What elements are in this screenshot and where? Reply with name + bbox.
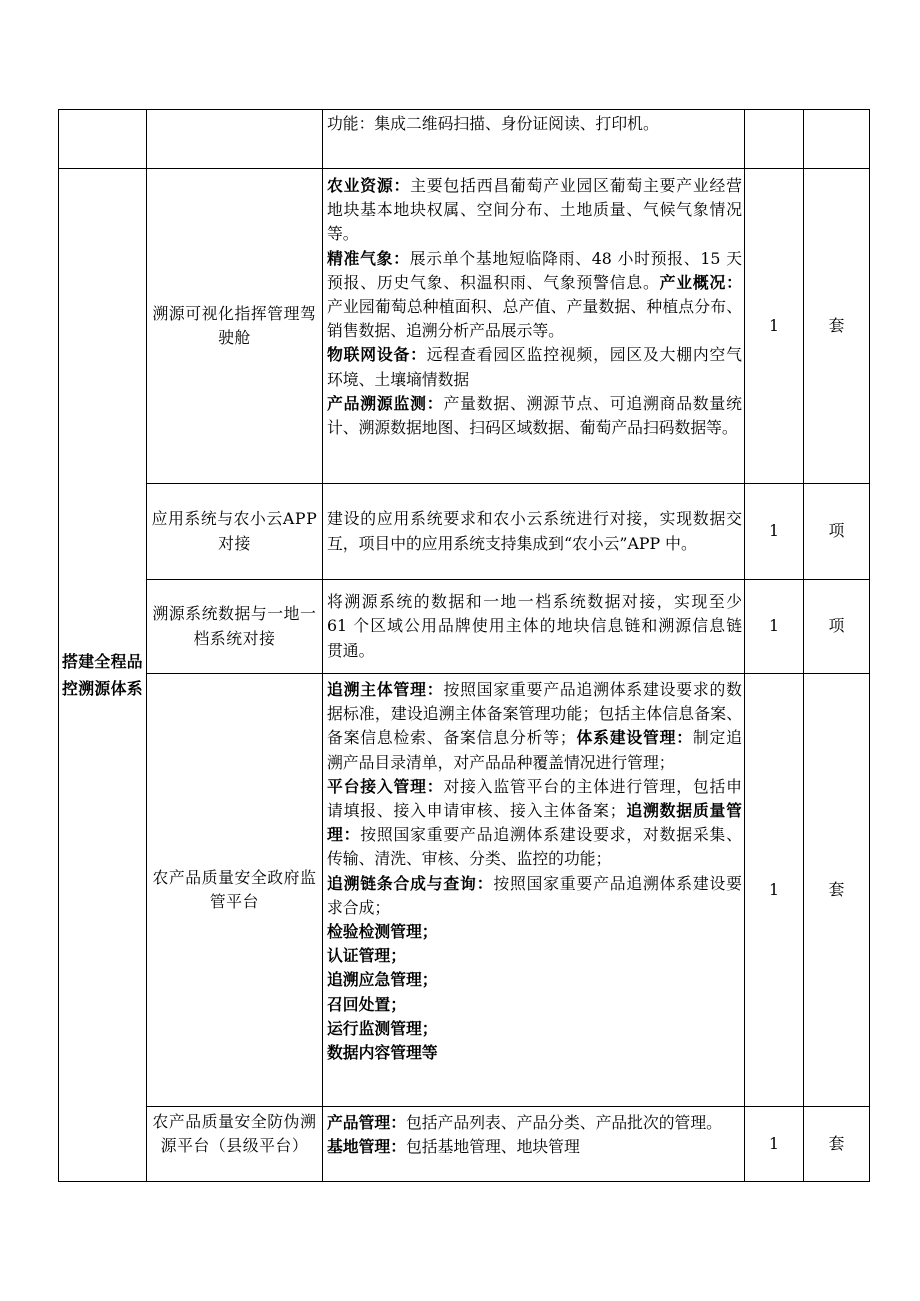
- description-text: 地块基本地块权属、空间分布、土地质量、气候气象情况: [327, 200, 742, 220]
- description-label: 追溯主体管理：: [327, 680, 444, 699]
- table-row: [59, 484, 870, 580]
- description-line: [327, 112, 742, 136]
- description-text: 61 个区域公用品牌使用主体的地块信息链和溯源信息链: [327, 616, 742, 636]
- description-line: [327, 751, 742, 775]
- description-text: 按照国家重要产品追溯体系建设要求，对数据采集、: [360, 825, 742, 845]
- description-line: [327, 319, 742, 343]
- unit-cell: [804, 484, 870, 580]
- item-name: 溯源可视化指挥管理驾驶舱: [152, 303, 317, 347]
- description-line: [327, 392, 742, 416]
- description-line: [327, 639, 742, 663]
- description-text: 计、溯源数据地图、扫码区域数据、葡萄产品扫码数据等。: [327, 418, 738, 438]
- description-text: 将溯源系统的数据和一地一档系统数据对接，实现至少: [327, 592, 742, 612]
- quantity-value: 1: [768, 1133, 780, 1153]
- unit-value: 套: [828, 879, 845, 899]
- description-cell: [323, 1107, 745, 1182]
- unit-cell: [804, 169, 870, 484]
- description-text: 建设的应用系统要求和农小云系统进行对接，实现数据交: [327, 509, 742, 529]
- description-line: [327, 726, 742, 750]
- description-line: [327, 532, 742, 556]
- description-line: [327, 614, 742, 638]
- unit-cell: [804, 1107, 870, 1182]
- unit-cell: [804, 674, 870, 1107]
- description-text: 预报、历史气象、积温积雨、气象预警信息。: [327, 272, 660, 292]
- item-cell: [147, 484, 323, 580]
- item-cell: [147, 1107, 323, 1182]
- description-label: 检验检测管理；: [327, 922, 438, 942]
- description-cell: [323, 169, 745, 484]
- description-text: 远程查看园区监控视频，园区及大棚内空气: [426, 345, 742, 365]
- description-text: 贯通。: [327, 640, 375, 660]
- description-cell: [323, 110, 745, 169]
- description-line: [327, 968, 742, 992]
- quantity-cell: [745, 110, 804, 169]
- unit-cell: [804, 110, 870, 169]
- description-text: 展示单个基地短临降雨、48 小时预报、15 天: [409, 248, 742, 268]
- description-line: [327, 343, 742, 367]
- description-line: [327, 702, 742, 726]
- quantity-value: 1: [768, 879, 780, 899]
- description-text: 环境、土壤墒情数据: [327, 369, 470, 389]
- quantity-value: 1: [768, 616, 780, 636]
- item-name: 应用系统与农小云APP对接: [151, 509, 318, 553]
- description-text: 按照国家重要产品追溯体系建设要: [493, 873, 742, 893]
- item-cell: [147, 580, 323, 674]
- item-cell: [147, 674, 323, 1107]
- description-line: [327, 1111, 742, 1135]
- table-row: [59, 580, 870, 674]
- description-line: [327, 222, 742, 246]
- description-line: [327, 174, 742, 198]
- description-line: [327, 847, 742, 871]
- description-label: 理：: [327, 825, 361, 845]
- description-label: 认证管理；: [327, 946, 406, 966]
- description-cell: [323, 580, 745, 674]
- description-line: [327, 1017, 742, 1041]
- description-line: [327, 416, 742, 440]
- description-label: 追溯应急管理；: [327, 970, 438, 990]
- description-label: 基地管理：: [327, 1137, 406, 1157]
- description-label: 产业概况：: [659, 272, 742, 292]
- description-line: [327, 872, 742, 896]
- description-line: [327, 1041, 742, 1065]
- description-line: [327, 271, 742, 295]
- description-line: [327, 896, 742, 920]
- description-label: 产品溯源监测：: [327, 393, 444, 413]
- description-text: 制定追: [692, 728, 742, 748]
- table-row: [59, 110, 870, 169]
- description-text: 产量数据、溯源节点、可追溯商品数量统: [443, 393, 742, 413]
- table-row: [59, 674, 870, 1107]
- unit-cell: [804, 580, 870, 674]
- description-label: 追溯链条合成与查询：: [327, 873, 494, 893]
- category-label: 搭建全程品控溯源体系: [62, 652, 143, 698]
- description-text: 互，项目中的应用系统支持集成到“农小云”APP 中。: [327, 533, 697, 553]
- table-row: [59, 169, 870, 484]
- unit-value: 套: [828, 315, 845, 335]
- description-cell: [323, 484, 745, 580]
- description-text: 主要包括西昌葡萄产业园区葡萄主要产业经营: [410, 176, 742, 195]
- description-text: 求合成；: [327, 897, 391, 917]
- description-label: 体系建设管理：: [575, 728, 693, 748]
- description-line: [327, 368, 742, 392]
- quantity-cell: [745, 1107, 804, 1182]
- item-name: 农产品质量安全防伪溯源平台（县级平台）: [152, 1112, 317, 1156]
- description-label: 追溯数据质量管: [625, 801, 742, 821]
- procurement-table: [58, 109, 870, 1182]
- quantity-cell: [745, 674, 804, 1107]
- description-line: [327, 944, 742, 968]
- item-cell: [147, 169, 323, 484]
- item-cell: [147, 110, 323, 169]
- description-line: [327, 1135, 742, 1159]
- description-text: 包括基地管理、地块管理: [406, 1137, 580, 1157]
- description-text: 对接入监管平台的主体进行管理，包括申: [443, 776, 742, 796]
- description-label: 平台接入管理：: [327, 776, 444, 796]
- description-text: 包括产品列表、产品分类、产品批次的管理。: [406, 1113, 722, 1132]
- description-line: [327, 590, 742, 614]
- description-label: 产品管理：: [327, 1113, 406, 1132]
- description-label: 数据内容管理等: [327, 1043, 438, 1063]
- description-text: 传输、清洗、审核、分类、监控的功能；: [327, 849, 612, 869]
- unit-value: 项: [828, 616, 845, 636]
- table-row: [59, 1107, 870, 1182]
- description-line: [327, 823, 742, 847]
- category-cell-empty: [59, 110, 147, 169]
- description-text: 产业园葡萄总种植面积、总产值、产量数据、种植点分布、: [327, 297, 742, 317]
- description-line: [327, 799, 742, 823]
- description-line: [327, 507, 742, 531]
- description-text: 备案信息检索、备案信息分析等；: [327, 728, 576, 748]
- item-name: 农产品质量安全政府监管平台: [152, 867, 317, 911]
- description-label: 运行监测管理；: [327, 1018, 438, 1038]
- description-line: [327, 247, 742, 271]
- quantity-value: 1: [768, 521, 780, 541]
- description-text: 请填报、接入申请审核、接入主体备案；: [327, 801, 626, 821]
- quantity-cell: [745, 169, 804, 484]
- description-text: 按照国家重要产品追溯体系建设要求的数: [443, 680, 742, 699]
- description-label: 召回处置；: [327, 994, 406, 1014]
- description-text: 功能：集成二维码扫描、身份证阅读、打印机。: [327, 114, 659, 133]
- description-line: [327, 295, 742, 319]
- unit-value: 项: [828, 521, 845, 541]
- description-text: 据标准，建设追溯主体备案管理功能；包括主体信息备案、: [327, 704, 742, 724]
- description-line: [327, 993, 742, 1017]
- description-text: 销售数据、追溯分析产品展示等。: [327, 321, 564, 341]
- description-line: [327, 920, 742, 944]
- description-text: 等。: [327, 224, 359, 244]
- description-line: [327, 678, 742, 702]
- quantity-cell: [745, 484, 804, 580]
- description-label: 物联网设备：: [327, 345, 427, 365]
- description-line: [327, 775, 742, 799]
- quantity-cell: [745, 580, 804, 674]
- description-label: 农业资源：: [327, 176, 411, 195]
- description-label: 精准气象：: [327, 248, 410, 268]
- unit-value: 套: [828, 1133, 845, 1153]
- quantity-value: 1: [768, 315, 780, 335]
- category-cell: [59, 169, 147, 1182]
- description-text: 溯产品目录清单，对产品品种覆盖情况进行管理；: [327, 752, 675, 772]
- description-line: [327, 198, 742, 222]
- item-name: 溯源系统数据与一地一档系统对接: [152, 604, 317, 648]
- description-cell: [323, 674, 745, 1107]
